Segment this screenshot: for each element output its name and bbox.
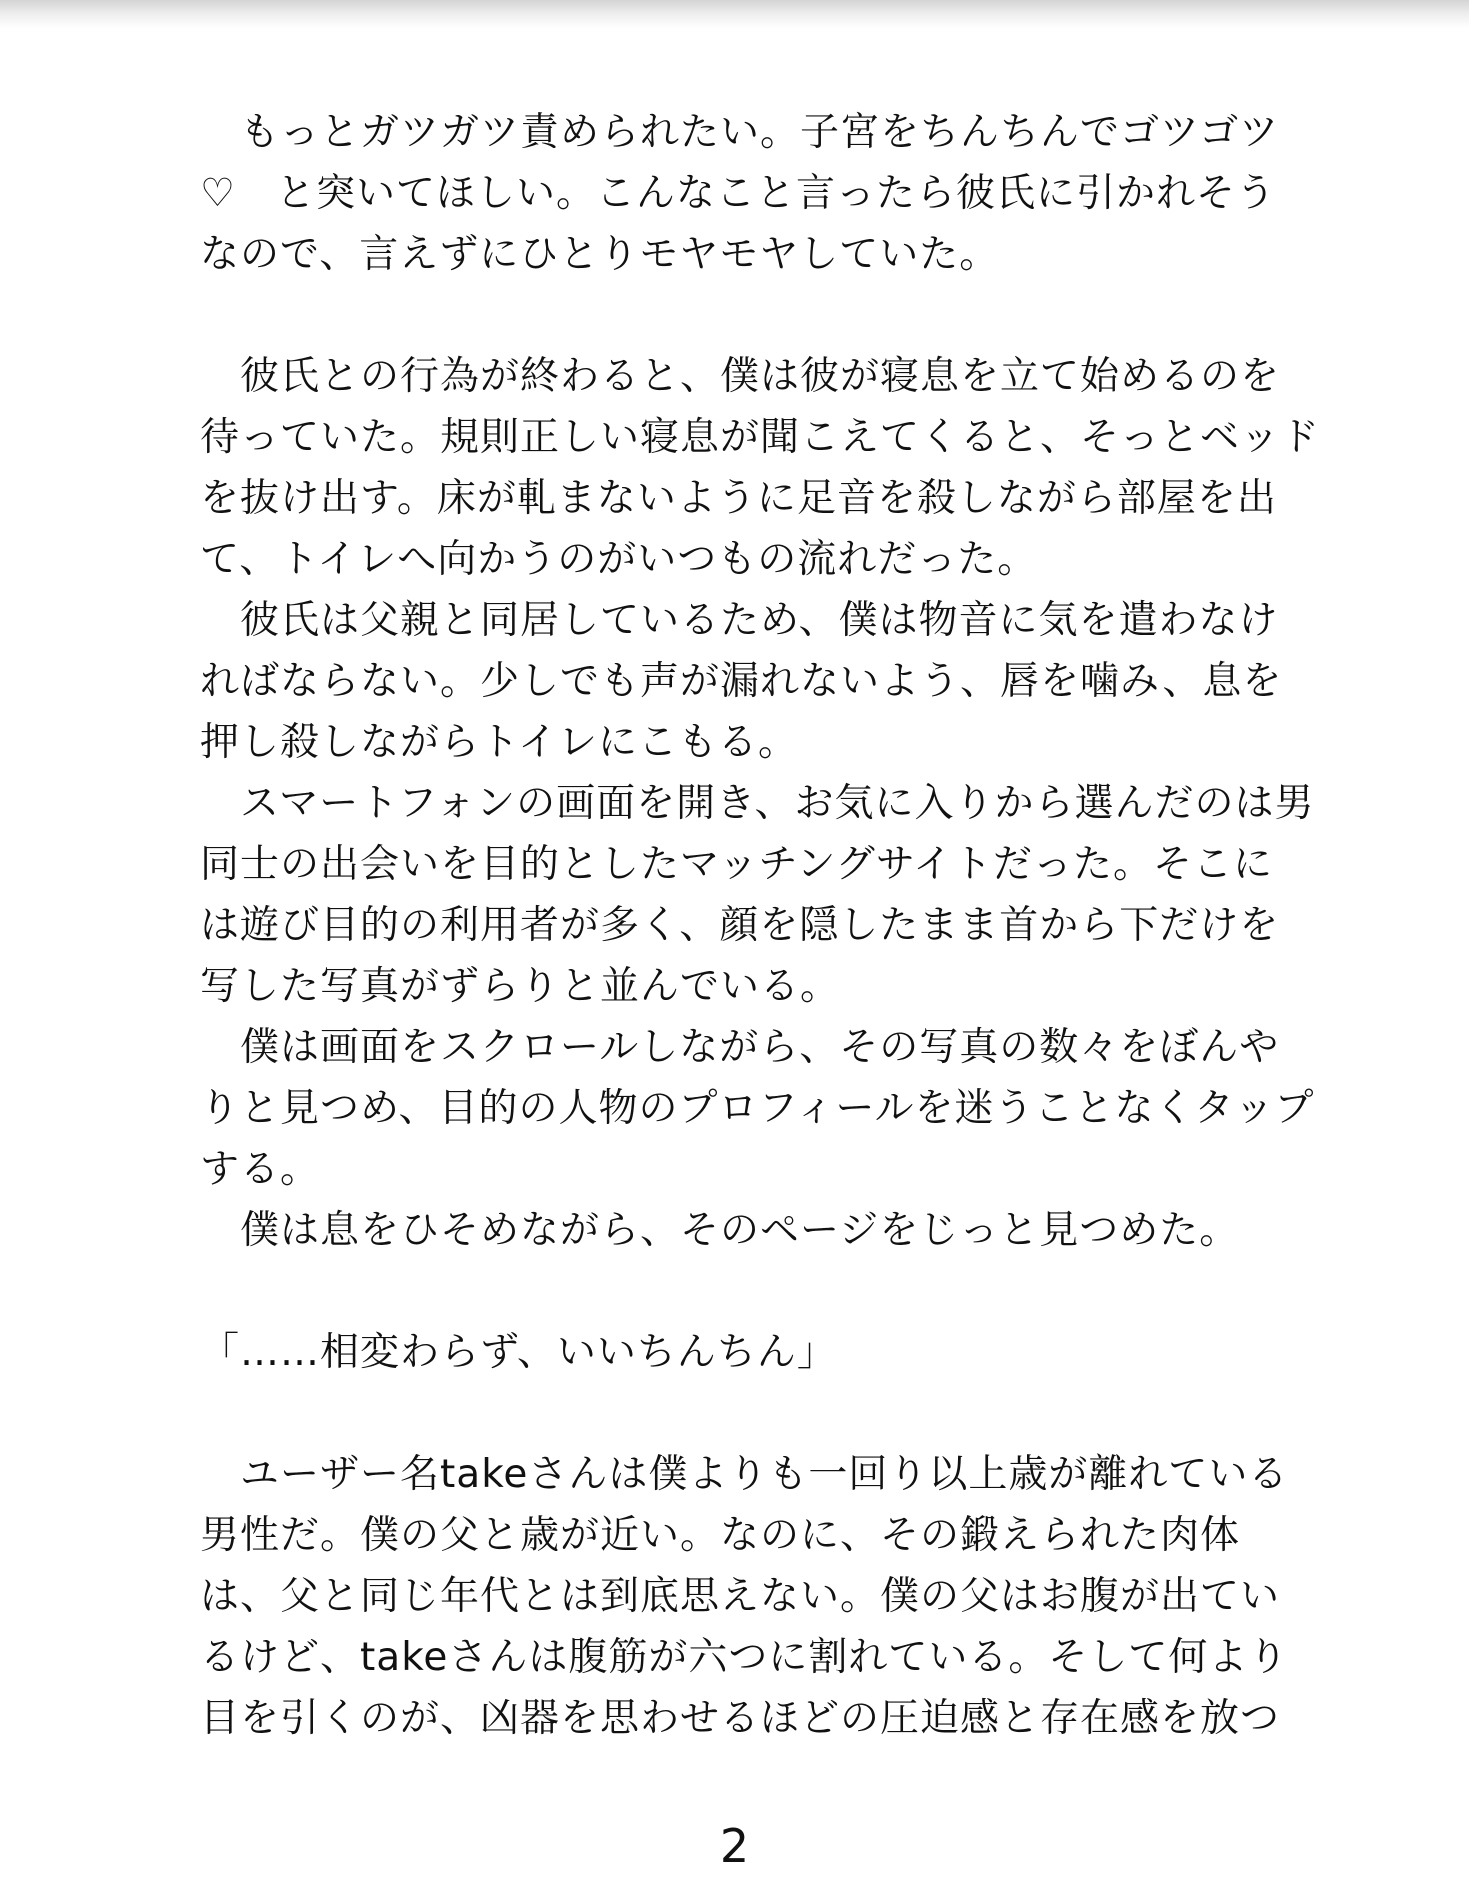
text-line-15: 写した写真がずらりと並んでいる。 [200,964,841,1009]
text-line-25: は、父と同じ年代とは到底思えない。僕の父はお腹が出てい [200,1574,1281,1619]
blank-line [200,285,1290,346]
text-line-1: もっとガツガツ責められたい。子宮をちんちんでゴツゴツ [200,110,1280,155]
text-line-14: は遊び目的の利用者が多く、顔を隠したまま首から下だけを [200,903,1280,948]
text-line-9: 彼氏は父親と同居しているため、僕は物音に気を遣わなけ [200,598,1279,643]
text-line-18: する。 [200,1147,321,1192]
dialogue-line: 「……相変わらず、いいちんちん」 [200,1330,837,1375]
text-line-26: るけど、takeさんは腹筋が六つに割れている。そして何より [200,1635,1289,1680]
text-line-16: 僕は画面をスクロールしながら、その写真の数々をぼんや [200,1025,1280,1070]
blank-line [200,1383,1290,1444]
text-line-3: なので、言えずにひとりモヤモヤしていた。 [200,232,1000,277]
text-line-24: 男性だ。僕の父と歳が近い。なのに、その鍛えられた肉体 [200,1513,1241,1558]
text-line-11: 押し殺しながらトイレにこもる。 [200,720,799,765]
body-text [200,102,1321,1749]
text-line-8: て、トイレへ向かうのがいつもの流れだった。 [200,537,1038,582]
page-number: 2 [719,1819,750,1873]
blank-line [200,1261,1290,1322]
text-line-7: を抜け出す。床が軋まないように足音を殺しながら部屋を出 [200,476,1277,521]
text-line-12: スマートフォンの画面を開き、お気に入りから選んだのは男 [200,781,1315,826]
text-line-17: りと見つめ、目的の人物のプロフィールを迷うことなくタップ [200,1086,1315,1131]
text-line-6: 待っていた。規則正しい寝息が聞こえてくると、そっとベッド [200,415,1321,460]
text-line-19: 僕は息をひそめながら、そのページをじっと見つめた。 [200,1208,1240,1253]
text-line-2: ♡ と突いてほしい。こんなこと言ったら彼氏に引かれそう [200,171,1276,216]
text-line-13: 同士の出会いを目的としたマッチングサイトだった。そこに [200,842,1273,887]
text-line-27: 目を引くのが、凶器を思わせるほどの圧迫感と存在感を放つ [200,1696,1281,1741]
text-line-10: ればならない。少しでも声が漏れないよう、唇を噛み、息を [200,659,1283,704]
text-line-23: ユーザー名takeさんは僕よりも一回り以上歳が離れている [200,1452,1289,1497]
text-line-5: 彼氏との行為が終わると、僕は彼が寝息を立て始めるのを [200,354,1281,399]
